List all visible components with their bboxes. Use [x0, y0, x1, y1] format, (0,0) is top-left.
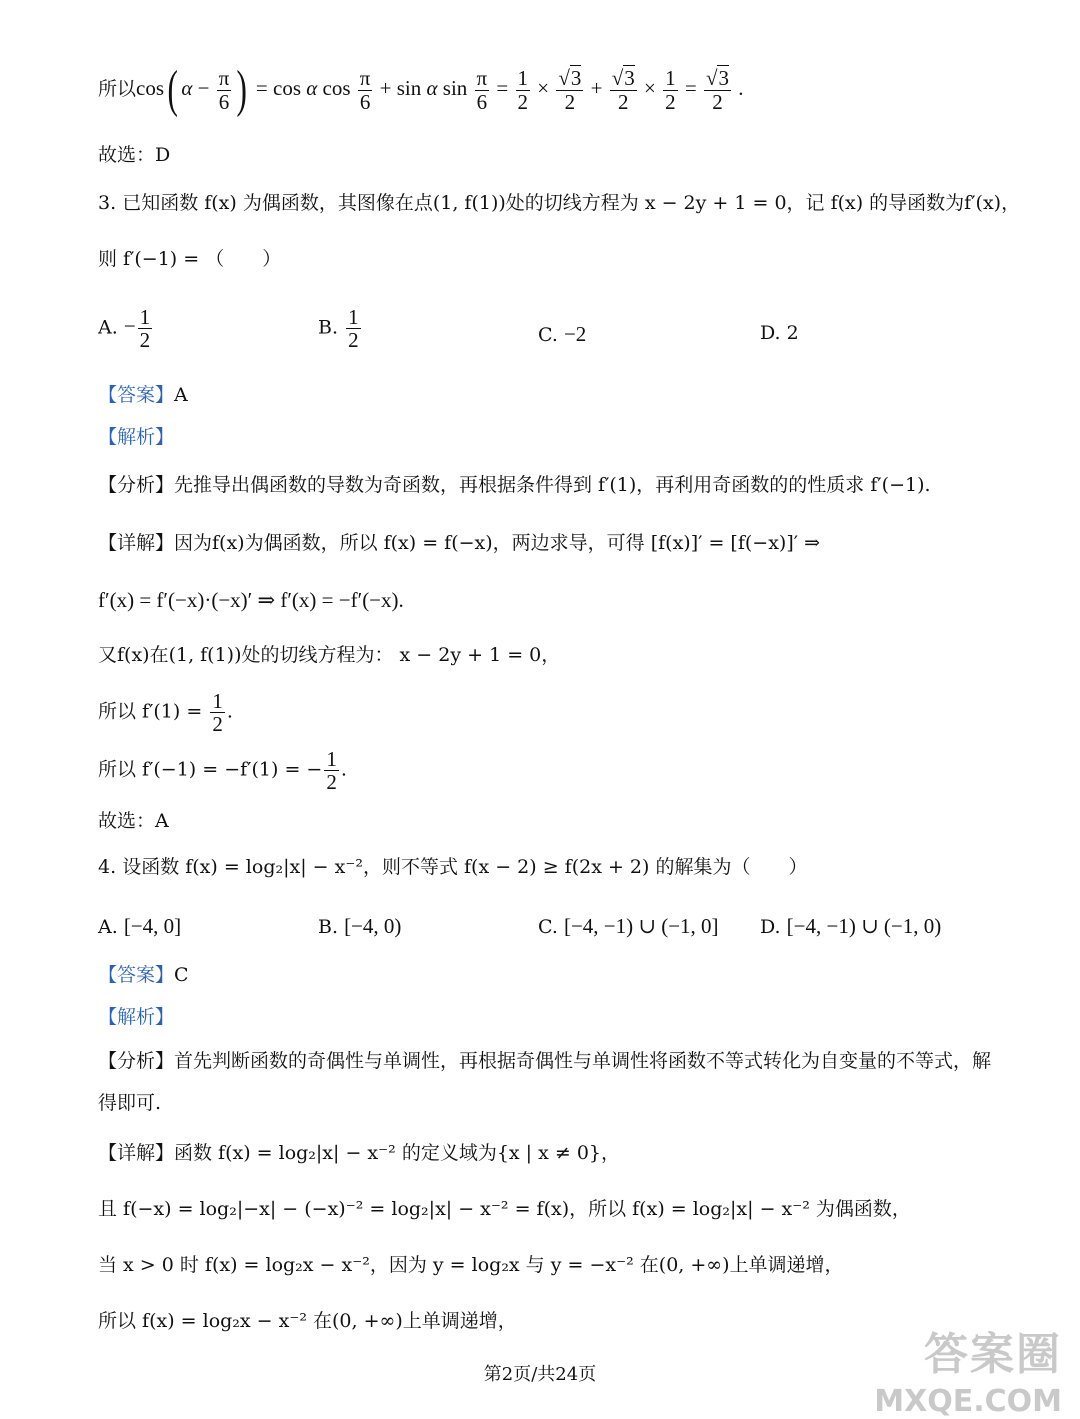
watermark-cn: 答案圈: [924, 1329, 1062, 1380]
q4-answer: [98, 966, 189, 985]
q4-fenxi-line2: 得即可.: [98, 1092, 162, 1114]
q4-option-c: [538, 914, 719, 939]
q4-xiangjie: 【详解】函数 f(x) = log₂|x| − x⁻² 的定义域为{x | x ≠ 0}，: [98, 1142, 620, 1164]
q3-f1-line: 所以 f′(1) = $\frac{1}{2}$ .: [98, 689, 233, 737]
f1-prefix: 所以 f′(1) =: [98, 700, 203, 723]
option-value: [−4, 0): [344, 914, 402, 938]
option-value: −2: [563, 322, 587, 346]
q4-analysis-tag: 【解析】: [98, 1006, 175, 1028]
q4-option-d: [760, 914, 941, 939]
q3-stem-text: 已知函数 f(x) 为偶函数，其图像在点(1, f(1))处的切线方程为 x − 2y + 1 = 0，记 f(x) 的导函数为f′(x)，: [122, 192, 1021, 214]
q3-xiangjie: 【详解】因为f(x)为偶函数，所以 f(x) = f(−x)，两边求导，可得 [f(x)]′ = [f(−x)]′ ⇒: [98, 532, 821, 554]
answer-tag: 【答案】: [98, 384, 175, 406]
q3-fenxi: 【分析】先推导出偶函数的导数为奇函数，再根据条件得到 f′(1)，再利用奇函数的的性质求 f′(−1).: [98, 474, 931, 496]
cos-line: [98, 61, 744, 118]
answer-value: C: [174, 964, 189, 986]
cos-expr: = cos α cos $\frac{\pi}{6}$ + sin α sin $\frac{\pi}{6}$ = $\frac{1}{2}$ × $\frac{√3}{2}$ + $\frac{√3}{2}$ × $\frac{1}{2}$ = $\frac{√3}{2}$ .: [255, 66, 744, 114]
q3-choice: 故选：A: [98, 810, 169, 832]
q4-fenxi-line1: 【分析】首先判断函数的奇偶性与单调性，再根据奇偶性与单调性将函数不等式转化为自变量的不等式，解: [98, 1050, 992, 1072]
watermark-en: MXQE.COM: [874, 1384, 1062, 1419]
q4-even: 且 f(−x) = log₂|−x| − (−x)⁻² = log₂|x| − x⁻² = f(x)，所以 f(x) = log₂|x| − x⁻² 为偶函数，: [98, 1198, 911, 1220]
cos-line-prefix: 所以: [98, 78, 137, 100]
q4-positive: 当 x > 0 时 f(x) = log₂x − x⁻²，因为 y = log₂x 与 y = −x⁻² 在(0, +∞)上单调递增，: [98, 1254, 844, 1276]
q4-number: 4.: [98, 856, 117, 878]
option-label: C.: [538, 916, 558, 938]
q4-stem-text: 设函数 f(x) = log₂|x| − x⁻²，则不等式 f(x − 2) ≥ f(2x + 2) 的解集为（ ）: [122, 856, 808, 878]
answer-tag: 【答案】: [98, 964, 175, 986]
q4-option-b: [318, 914, 401, 939]
q3-option-d: [760, 322, 799, 344]
option-label: A.: [98, 316, 118, 339]
q3-option-b: B. $\frac{1}{2}$: [318, 305, 359, 353]
option-value: 2: [786, 322, 799, 344]
choice-line: 故选：D: [98, 144, 171, 166]
cos-lhs: cos( α − $\frac{\pi}{6}$ ): [136, 61, 248, 118]
q4-option-a: [98, 914, 181, 939]
q3-option-c: [538, 322, 586, 347]
option-label: B.: [318, 316, 339, 339]
option-value: [−4, −1) ∪ (−1, 0]: [563, 914, 719, 938]
q4-stem: [98, 858, 807, 877]
q3-stem-line2: 则 f′(−1) = （ ）: [98, 248, 282, 270]
q3-derivative: f′(x) = f′(−x)·(−x)′ ⇒ f′(x) = −f′(−x).: [98, 588, 404, 612]
fm1-prefix: 所以 f′(−1) = −f′(1) = −: [98, 758, 323, 781]
q3-analysis-tag: 【解析】: [98, 426, 175, 448]
answer-value: A: [174, 384, 188, 406]
option-label: D.: [760, 322, 781, 344]
q3-option-a: A. − $\frac{1}{2}$: [98, 305, 151, 353]
option-label: D.: [760, 916, 781, 938]
option-value: [−4, 0]: [123, 914, 182, 938]
option-label: A.: [98, 916, 118, 938]
q3-number: 3.: [98, 192, 117, 214]
option-label: B.: [318, 916, 339, 938]
q3-tangent: 又f(x)在(1, f(1))处的切线方程为： x − 2y + 1 = 0，: [98, 644, 561, 666]
option-value: [−4, −1) ∪ (−1, 0): [786, 914, 942, 938]
q3-answer: [98, 386, 188, 405]
page-footer: 第2页/共24页: [483, 1364, 597, 1385]
q3-stem-line1: [98, 194, 1020, 213]
watermark-logo: [874, 1318, 1062, 1419]
q4-monotonic: 所以 f(x) = log₂x − x⁻² 在(0, +∞)上单调递增，: [98, 1310, 517, 1332]
q3-fm1-line: 所以 f′(−1) = −f′(1) = − $\frac{1}{2}$ .: [98, 747, 347, 795]
option-label: C.: [538, 324, 558, 346]
